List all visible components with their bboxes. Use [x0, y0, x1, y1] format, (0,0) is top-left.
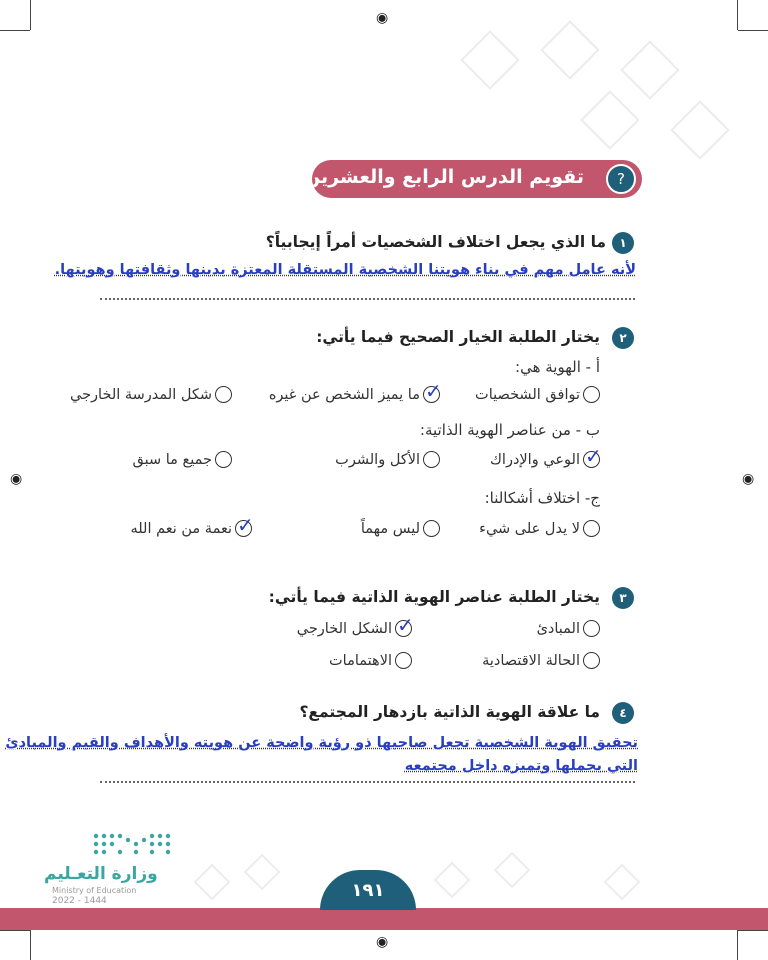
checkmark-icon: ✓: [397, 613, 414, 637]
checkbox-circle[interactable]: [395, 652, 412, 669]
question-4-text: ما علاقة الهوية الذاتية بازدهار المجتمع؟: [299, 703, 600, 721]
checkmark-icon: ✓: [585, 444, 602, 468]
crop-mark: [30, 0, 31, 30]
option-2a-2[interactable]: [268, 379, 442, 403]
answer-line: [100, 781, 635, 783]
checkbox-circle[interactable]: [583, 652, 600, 669]
year-label: 2022 - 1444: [52, 896, 107, 906]
option-2c-3[interactable]: [130, 513, 254, 537]
option-2c-1[interactable]: [479, 520, 600, 537]
option-label: شكل المدرسة الخارجي: [70, 386, 212, 403]
option-3-3[interactable]: [482, 652, 600, 669]
ministry-logo-dots: [92, 830, 178, 860]
option-label: الشكل الخارجي: [296, 620, 392, 637]
lesson-review-header: [303, 160, 642, 198]
question-number: ٤: [612, 702, 634, 724]
radio-circle[interactable]: [423, 379, 442, 403]
checkmark-icon: ✓: [237, 513, 254, 537]
option-label: المبادئ: [536, 620, 580, 637]
radio-circle[interactable]: [583, 386, 600, 403]
question-number: ٣: [612, 587, 634, 609]
option-label: ما يميز الشخص عن غيره: [268, 386, 420, 403]
option-2c-2[interactable]: [361, 520, 440, 537]
question-2a-label: أ - الهوية هي:: [515, 358, 600, 376]
question-4-answer-line-1: تحقيق الهوية الشخصية تجعل صاحبها ذو رؤية واضحة عن هويته والأهداف والقيم والمبادئ: [5, 735, 638, 751]
checkbox-circle[interactable]: [583, 620, 600, 637]
registration-mark-icon: ◉: [376, 934, 389, 950]
question-2c-label: ج- اختلاف أشكالنا:: [484, 489, 600, 507]
option-label: ليس مهماً: [360, 520, 420, 537]
footer-band: [0, 908, 768, 930]
option-label: لا يدل على شيء: [479, 520, 580, 537]
checkbox-circle[interactable]: [395, 613, 414, 637]
question-3-text: يختار الطلبة عناصر الهوية الذاتية فيما يأتي:: [268, 588, 600, 606]
decorative-pattern: [180, 850, 740, 910]
option-3-1[interactable]: [537, 620, 600, 637]
crop-mark: [0, 30, 30, 31]
option-label: الاهتمامات: [329, 652, 392, 669]
question-2-text: يختار الطلبة الخيار الصحيح فيما يأتي:: [316, 328, 600, 346]
crop-mark: [0, 930, 30, 931]
question-1-text: ما الذي يجعل اختلاف الشخصيات أمراً إيجابياً؟: [265, 233, 606, 251]
ministry-name-ar: وزارة التعـليم: [44, 864, 158, 884]
decorative-pattern: [430, 20, 740, 180]
radio-circle[interactable]: [423, 451, 440, 468]
option-2b-2[interactable]: [335, 451, 440, 468]
crop-mark: [30, 930, 31, 960]
registration-mark-icon: ◉: [376, 10, 389, 26]
question-number: ٢: [612, 327, 634, 349]
option-label: الوعي والإدراك: [489, 451, 580, 468]
radio-circle[interactable]: [583, 444, 602, 468]
crop-mark: [738, 930, 768, 931]
question-2b-label: ب - من عناصر الهوية الذاتية:: [419, 421, 600, 439]
option-label: نعمة من نعم الله: [130, 520, 232, 537]
ministry-name-en: Ministry of Education: [52, 886, 137, 895]
question-number: ١: [612, 232, 634, 254]
option-label: توافق الشخصيات: [475, 386, 580, 403]
crop-mark: [738, 30, 768, 31]
radio-circle[interactable]: [583, 520, 600, 537]
radio-circle[interactable]: [423, 520, 440, 537]
option-2a-3[interactable]: [70, 386, 232, 403]
option-2b-3[interactable]: [133, 451, 232, 468]
option-2b-1[interactable]: [489, 444, 602, 468]
crop-mark: [737, 930, 738, 960]
option-label: الأكل والشرب: [335, 451, 420, 468]
page-title: تقويم الدرس الرابع والعشرين: [303, 166, 584, 188]
page-number: ١٩١: [320, 870, 416, 910]
option-label: جميع ما سبق: [132, 451, 212, 468]
option-label: الحالة الاقتصادية: [482, 652, 580, 669]
option-3-4[interactable]: [329, 652, 412, 669]
option-3-2[interactable]: [296, 613, 414, 637]
option-2a-1[interactable]: [475, 386, 600, 403]
radio-circle[interactable]: [235, 513, 254, 537]
checkmark-icon: ✓: [425, 379, 442, 403]
registration-mark-icon: ◉: [742, 471, 755, 487]
radio-circle[interactable]: [215, 386, 232, 403]
registration-mark-icon: ◉: [10, 471, 23, 487]
question-1-answer: لأنه عامل مهم في بناء هويتنا الشخصية المستقلة المعتزة بدينها وثقافتها وهويتها.: [54, 262, 636, 278]
question-4-answer-line-2: التي يحملها وتميزه داخل مجتمعه: [404, 758, 638, 774]
question-head-icon: ?: [606, 164, 636, 194]
radio-circle[interactable]: [215, 451, 232, 468]
answer-line: [100, 298, 635, 300]
